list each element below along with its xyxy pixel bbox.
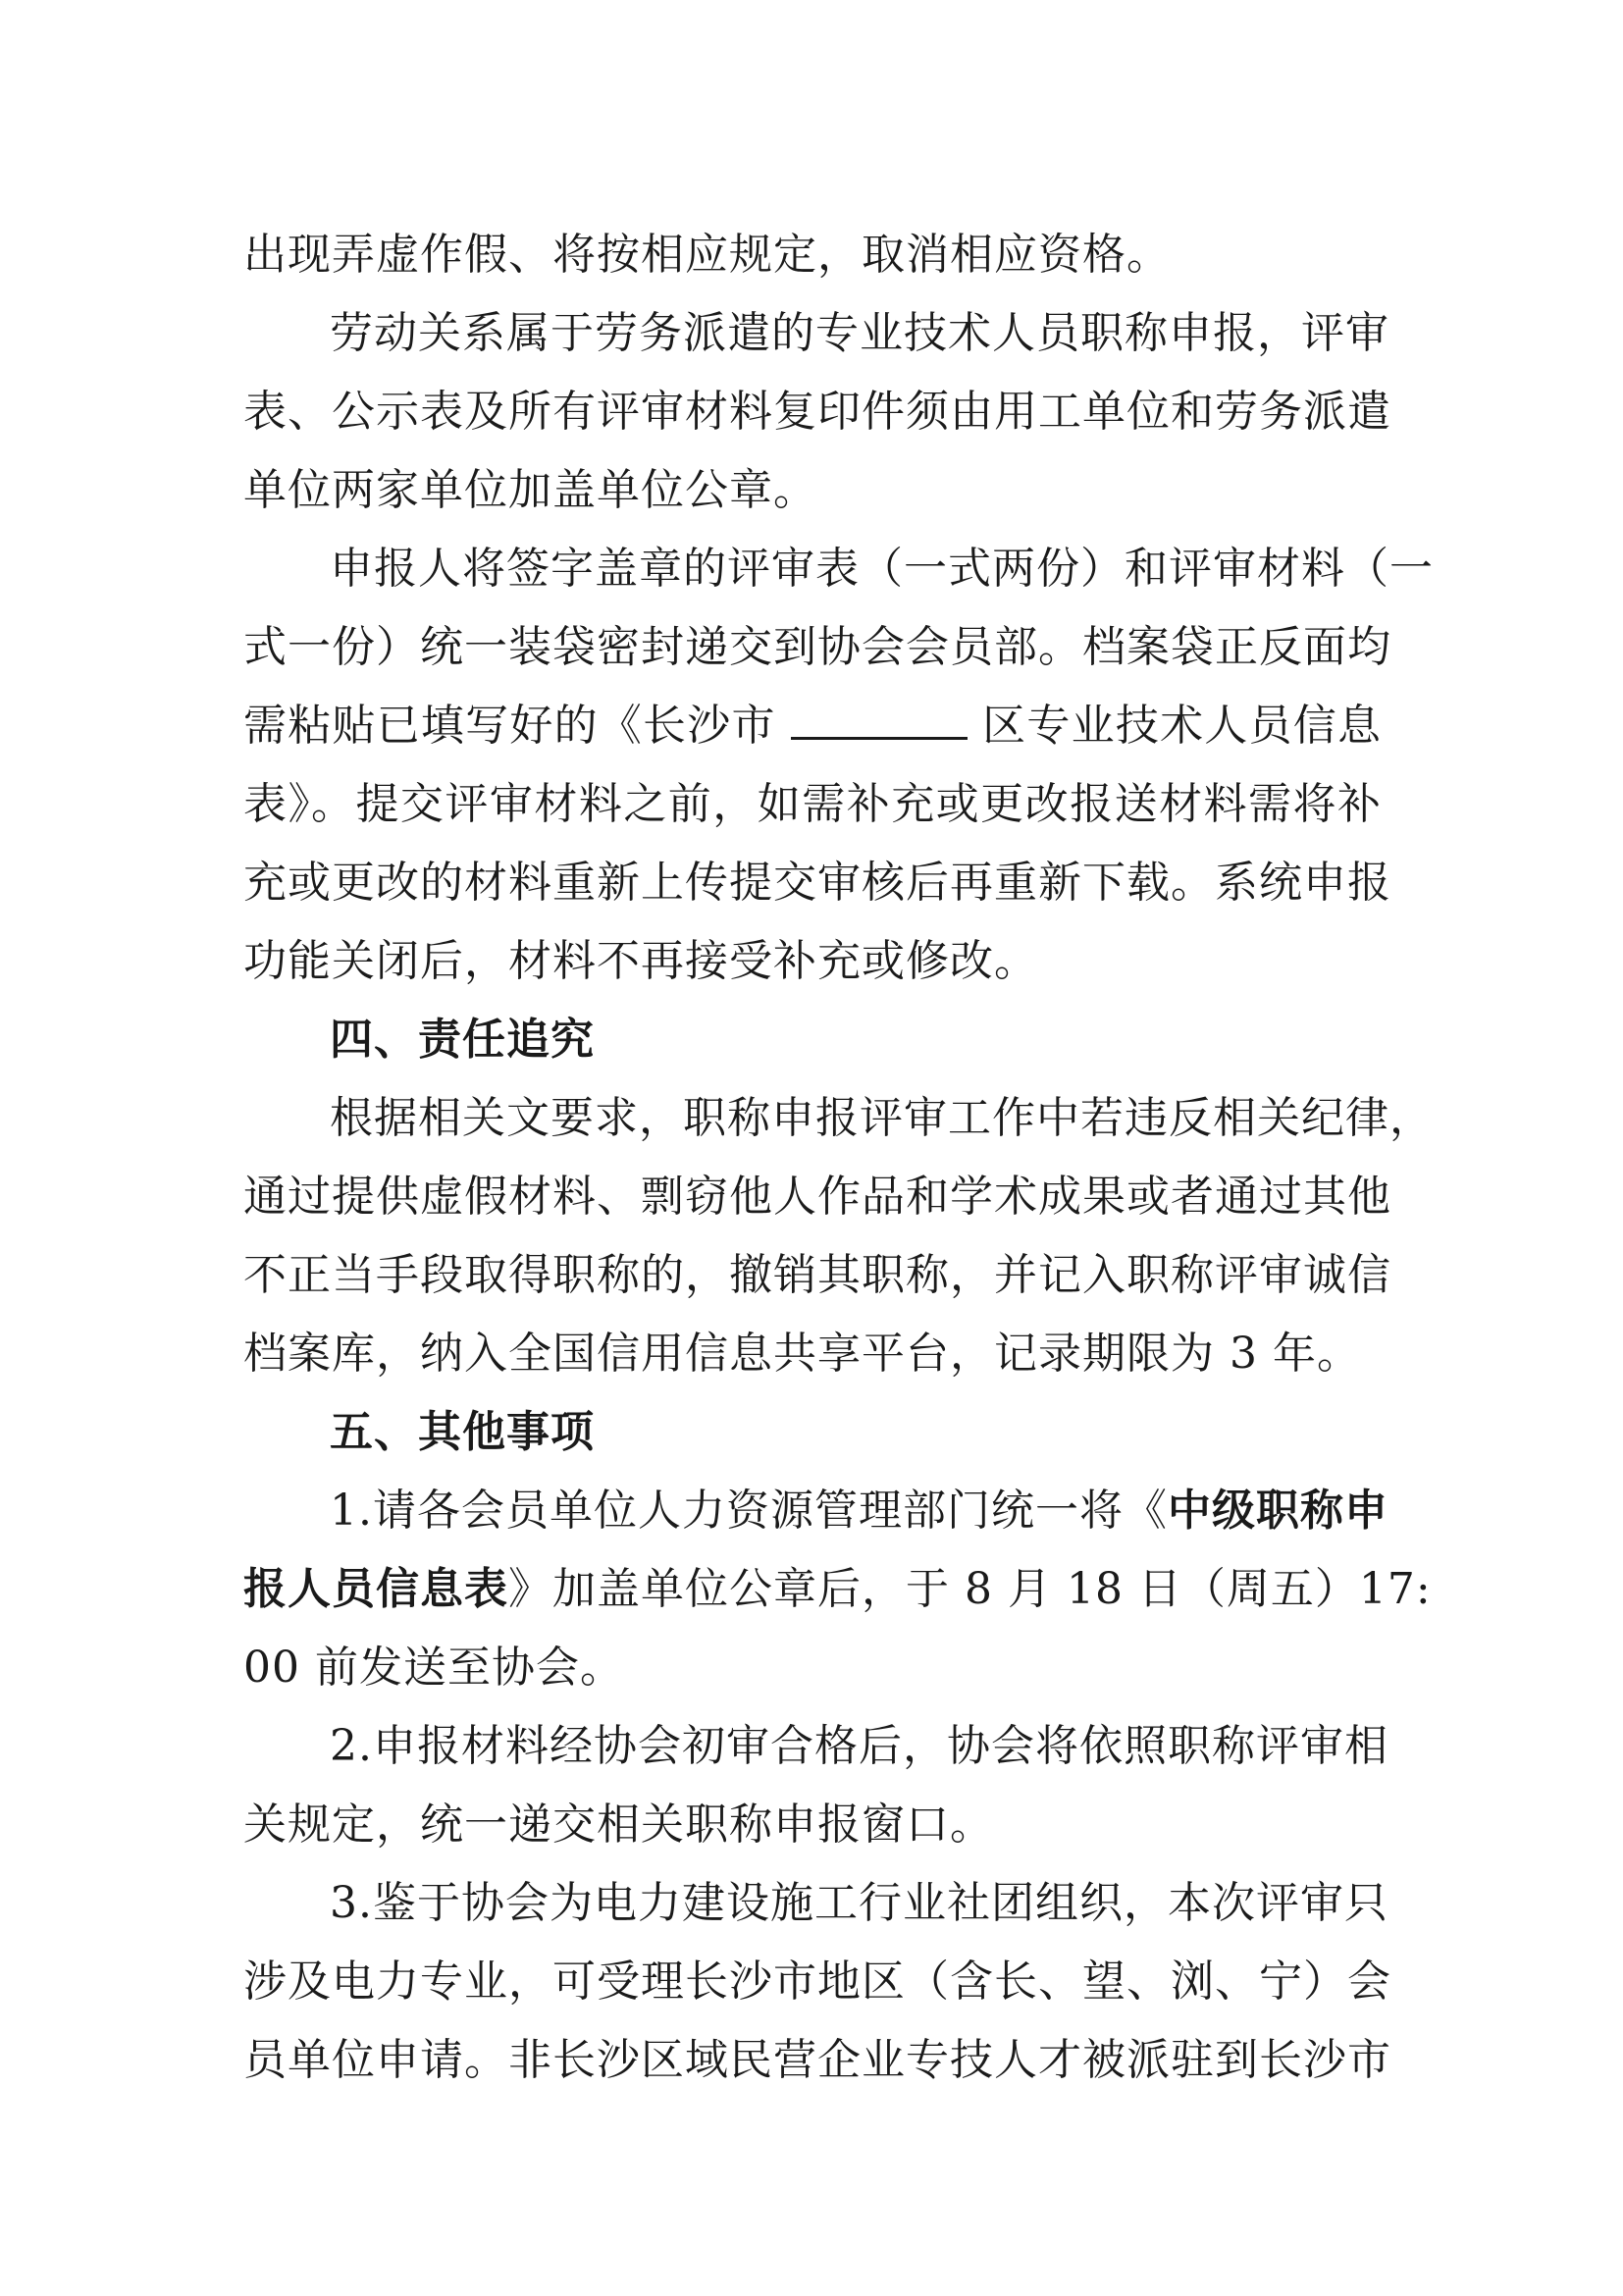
paragraph-line: 不正当手段取得职称的，撤销其职称，并记入职称评审诚信 <box>243 1250 1391 1300</box>
paragraph-line: 充或更改的材料重新上传提交审核后再重新下载。系统申报 <box>243 858 1391 908</box>
paragraph-line <box>243 697 1382 756</box>
section-heading: 四、责任追究 <box>330 1015 595 1065</box>
paragraph-line: 涉及电力专业，可受理长沙市地区（含长、望、浏、宁）会 <box>243 1957 1391 2007</box>
line-text: 区专业技术人员信息 <box>982 701 1382 751</box>
paragraph-line: 表》。提交评审材料之前，如需补充或更改报送材料需将补 <box>243 779 1382 829</box>
paragraph-line: 关规定，统一递交相关职称申报窗口。 <box>243 1800 994 1850</box>
paragraph-line: 出现弄虚作假、将按相应规定，取消相应资格。 <box>243 230 1171 280</box>
paragraph-line: 员单位申请。非长沙区域民营企业专技人才被派驻到长沙市 <box>243 2035 1391 2085</box>
paragraph-line: 2.申报材料经协会初审合格后，协会将依照职称评审相 <box>330 1721 1388 1771</box>
section-heading: 五、其他事项 <box>330 1407 595 1457</box>
paragraph-line: 劳动关系属于劳务派遣的专业技术人员职称申报，评审 <box>330 308 1389 358</box>
paragraph-line: 根据相关文要求，职称申报评审工作中若违反相关纪律， <box>330 1093 1434 1143</box>
paragraph-line: 3.鉴于协会为电力建设施工行业社团组织，本次评审只 <box>330 1878 1388 1928</box>
paragraph-line: 通过提供虚假材料、剽窃他人作品和学术成果或者通过其他 <box>243 1172 1391 1222</box>
bold-text: 中级职称申 <box>1167 1486 1388 1536</box>
bold-text: 报人员信息表 <box>243 1564 508 1614</box>
paragraph-line: 00 前发送至协会。 <box>243 1643 624 1693</box>
line-text: 1.请各会员单位人力资源管理部门统一将《 <box>330 1486 1168 1536</box>
paragraph-line: 档案库，纳入全国信用信息共享平台，记录期限为 3 年。 <box>243 1329 1361 1379</box>
paragraph-line <box>243 1560 1432 1619</box>
paragraph-line: 式一份）统一装袋密封递交到协会会员部。档案袋正反面均 <box>243 622 1391 672</box>
fill-in-blank <box>791 698 968 740</box>
line-text: 需粘贴已填写好的《长沙市 <box>243 701 776 751</box>
paragraph-line: 表、公示表及所有评审材料复印件须由用工单位和劳务派遣 <box>243 387 1391 437</box>
paragraph-line: 单位两家单位加盖单位公章。 <box>243 465 817 515</box>
paragraph-line: 功能关闭后，材料不再接受补充或修改。 <box>243 936 1038 986</box>
paragraph-line <box>330 1482 1388 1540</box>
line-text: 》加盖单位公章后，于 8 月 18 日（周五）17: <box>508 1564 1432 1614</box>
paragraph-line: 申报人将签字盖章的评审表（一式两份）和评审材料（一 <box>330 544 1434 594</box>
